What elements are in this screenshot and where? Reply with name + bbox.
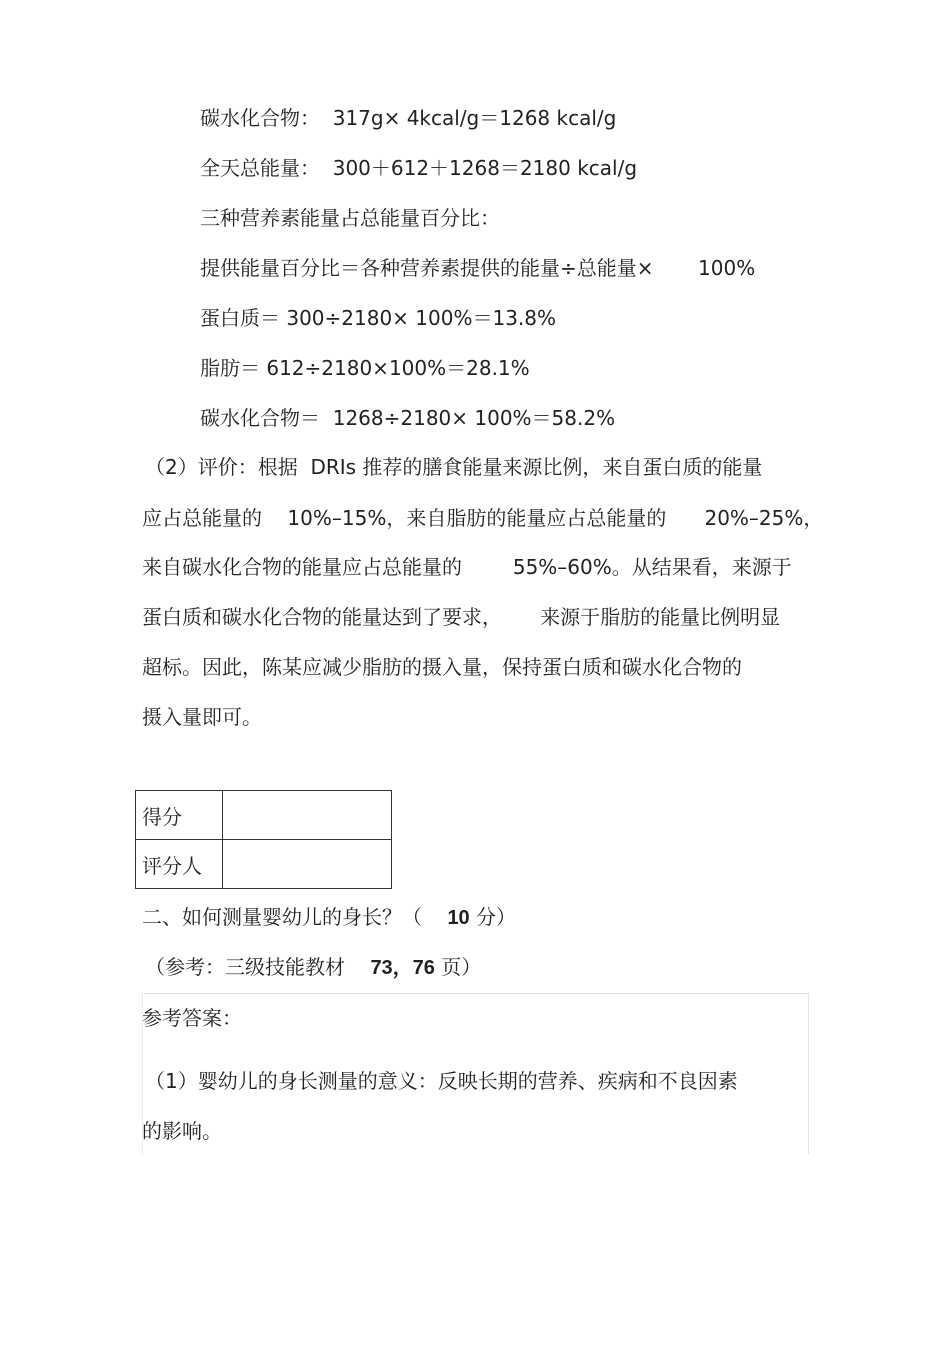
answer-line-2: 的影响。 [142, 1119, 222, 1143]
answer-line-1: （1）婴幼儿的身长测量的意义：反映长期的营养、疾病和不良因素 [145, 1069, 738, 1093]
evaluation-line-1: （2）评价：根据 DRIs 推荐的膳食能量来源比例，来自蛋白质的能量 [145, 455, 763, 479]
question-2-title-suffix: 分） [469, 905, 517, 929]
calc-fat-pct: 脂肪＝ 612÷2180×100%＝28.1% [200, 356, 530, 380]
grader-value-cell[interactable] [223, 840, 392, 889]
question-2-title-prefix: 二、如何测量婴幼儿的身长？（ [142, 905, 448, 929]
reference-pages: 73，76 [370, 957, 435, 979]
evaluation-line-4: 蛋白质和碳水化合物的能量达到了要求， 来源于脂肪的能量比例明显 [142, 605, 781, 629]
calc-formula: 提供能量百分比＝各种营养素提供的能量÷总能量× 100% [200, 256, 756, 280]
reference-prefix: （参考：三级技能教材 [145, 955, 371, 979]
score-row [136, 791, 392, 840]
evaluation-line-2: 应占总能量的 10%–15%，来自脂肪的能量应占总能量的 20%–25%， [142, 506, 824, 530]
score-label: 得分 [136, 791, 223, 840]
question-2-reference [145, 953, 481, 982]
answer-label: 参考答案： [142, 1006, 242, 1030]
score-table [135, 790, 392, 889]
calc-carb-energy: 碳水化合物： 317g× 4kcal/g＝1268 kcal/g [200, 106, 617, 130]
score-value-cell[interactable] [223, 791, 392, 840]
question-2-points: 10 [447, 907, 470, 929]
question-2-title [142, 903, 516, 932]
reference-suffix: 页） [434, 955, 482, 979]
calc-total-energy: 全天总能量： 300＋612＋1268＝2180 kcal/g [200, 156, 638, 180]
evaluation-line-5: 超标。因此，陈某应减少脂肪的摄入量，保持蛋白质和碳水化合物的 [142, 655, 742, 679]
grader-row [136, 840, 392, 889]
grader-label: 评分人 [136, 840, 223, 889]
evaluation-line-3: 来自碳水化合物的能量应占总能量的 55%–60%。从结果看，来源于 [142, 555, 792, 579]
evaluation-line-6: 摄入量即可。 [142, 705, 262, 729]
calc-protein-pct: 蛋白质＝ 300÷2180× 100%＝13.8% [200, 306, 557, 330]
calc-carb-pct: 碳水化合物＝ 1268÷2180× 100%＝58.2% [200, 406, 616, 430]
calc-pct-heading: 三种营养素能量占总能量百分比： [200, 206, 500, 230]
